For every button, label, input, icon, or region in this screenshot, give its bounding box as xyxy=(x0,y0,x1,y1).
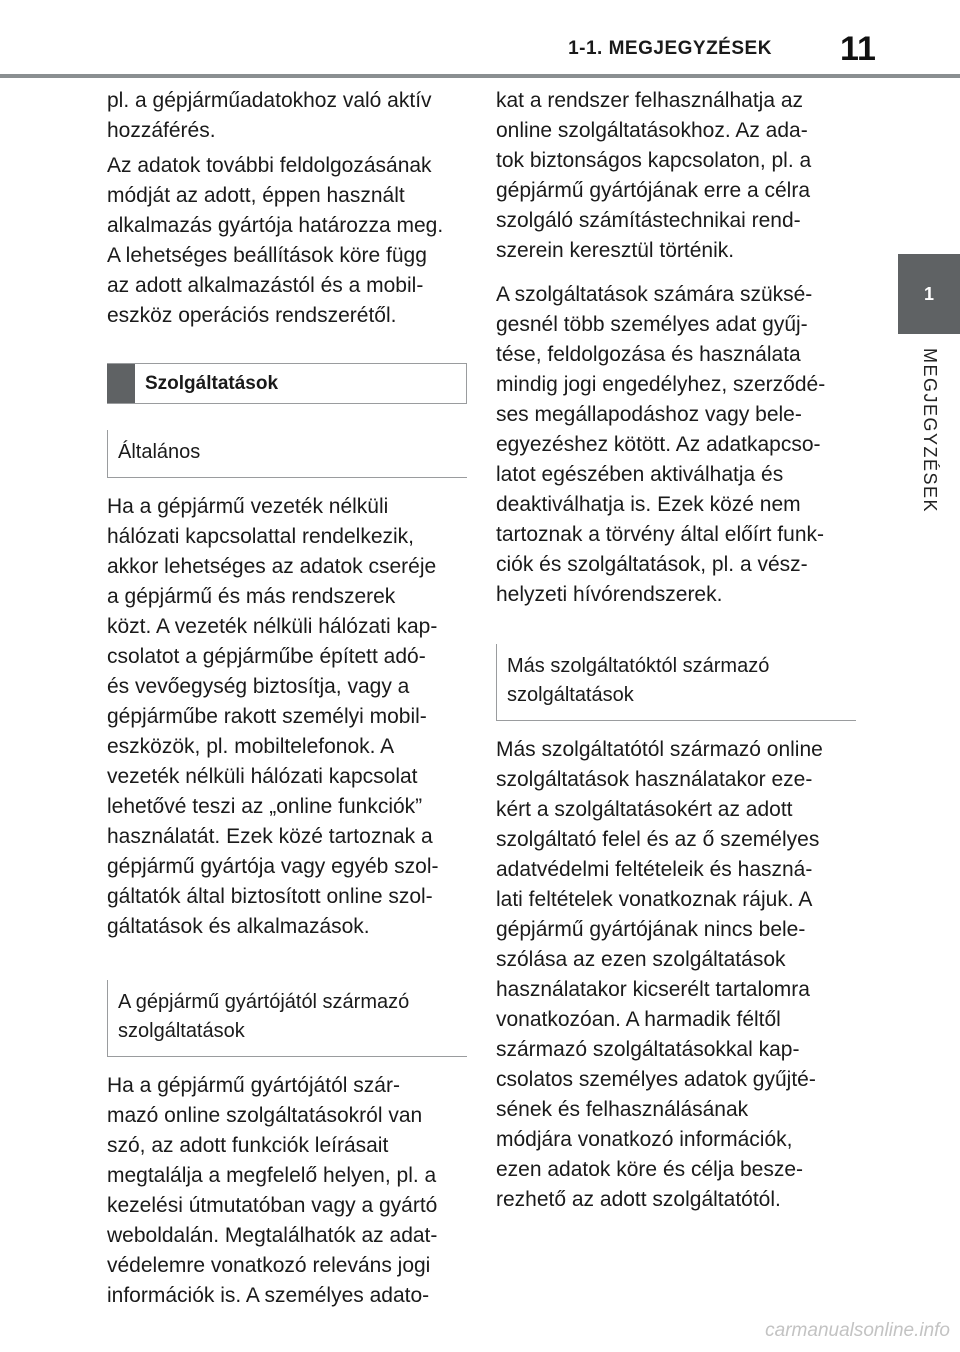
subheading: Más szolgáltatóktól származó szolgáltatások xyxy=(496,644,856,721)
left-column xyxy=(107,86,467,1311)
section-heading-box xyxy=(107,363,467,404)
chapter-tab-number: 1 xyxy=(923,283,934,304)
page-number: 11 xyxy=(840,30,876,68)
paragraph: kat a rendszer felhasználhatja az online szolgáltatásokhoz. Az ada- tok biztonságos kapcsolaton, pl. a gépjármű gyártójának erre a célra szolgáló számítástechnikai rend- szerein keresztül történik. xyxy=(496,89,812,262)
header-divider xyxy=(0,74,960,78)
paragraph: pl. a gépjárműadatokhoz való aktív hozzáférés. xyxy=(107,89,432,142)
subheading: A gépjármű gyártójától származó szolgáltatások xyxy=(107,980,467,1057)
section-heading-marker xyxy=(107,364,135,403)
chapter-tab-label: MEGJEGYZÉSEK xyxy=(920,348,940,514)
section-header-title: 1-1. MEGJEGYZÉSEK xyxy=(568,38,772,59)
section-heading: Szolgáltatások xyxy=(145,372,279,394)
subheading: Általános xyxy=(107,430,467,478)
right-column xyxy=(496,86,856,1215)
chapter-tab xyxy=(898,254,960,334)
paragraph: A szolgáltatások számára szüksé- gesnél több személyes adat gyűj- tése, feldolgozása és használata mindig jogi engedélyhez, szerződé- ses megállapodáshoz vagy bele- egyezéshez kötött. Az adatkapcso- latot egészében aktiválhatja és deaktiválhatja is. Ezek közé nem tartoznak a törvény által előírt funk- ciók és szolgáltatások, pl. a vész- helyzeti hívórendszerek. xyxy=(496,283,826,606)
paragraph: Más szolgáltatótól származó online szolgáltatások használatakor eze- kért a szolgáltatásokért az adott szolgáltató felel és az ő személyes adatvédelmi feltételeik és haszná- lati feltételek vonatkoznak rájuk. A gépjármű gyártójának nincs bele- szólása az ezen szolgáltatások használatakor kicserélt tartalomra vonatkozóan. A harmadik féltől származó szolgáltatásokkal kap- csolatos személyes adatok gyűjté- sének és felhasználásának módjára vonatkozó információk, ezen adatok köre és célja besze- rezhető az adott szolgáltatótól. xyxy=(496,738,823,1211)
paragraph: Ha a gépjármű gyártójától szár- mazó online szolgáltatásokról van szó, az adott funkciók leírásait megtalálja a megfelelő helyen, pl. a kezelési útmutatóban vagy a gyártó weboldalán. Megtalálhatók az adat- védelemre vonatkozó releváns jogi információk is. A személyes adato- xyxy=(107,1074,438,1307)
paragraph: Az adatok további feldolgozásának módját az adott, éppen használt alkalmazás gyártója határozza meg. A lehetséges beállítások köre függ az adott alkalmazástól és a mobil- eszköz operációs rendszerétől. xyxy=(107,154,444,327)
paragraph: Ha a gépjármű vezeték nélküli hálózati kapcsolattal rendelkezik, akkor lehetséges az adatok cseréje a gépjármű és más rendszerek közt. A vezeték nélküli hálózati kap- csolatot a gépjárműbe épített adó- és vevőegység biztosítja, vagy a gépjárműbe rakott személyi mobil- eszközök, pl. mobiltelefonok. A vezeték nélküli hálózati kapcsolat lehetővé teszi az „online funkciók” használatát. Ezek közé tartoznak a gépjármű gyártója vagy egyéb szol- gáltatók által biztosított online szol- gáltatások és alkalmazások. xyxy=(107,495,439,938)
watermark: carmanualsonline.info xyxy=(765,1320,950,1341)
